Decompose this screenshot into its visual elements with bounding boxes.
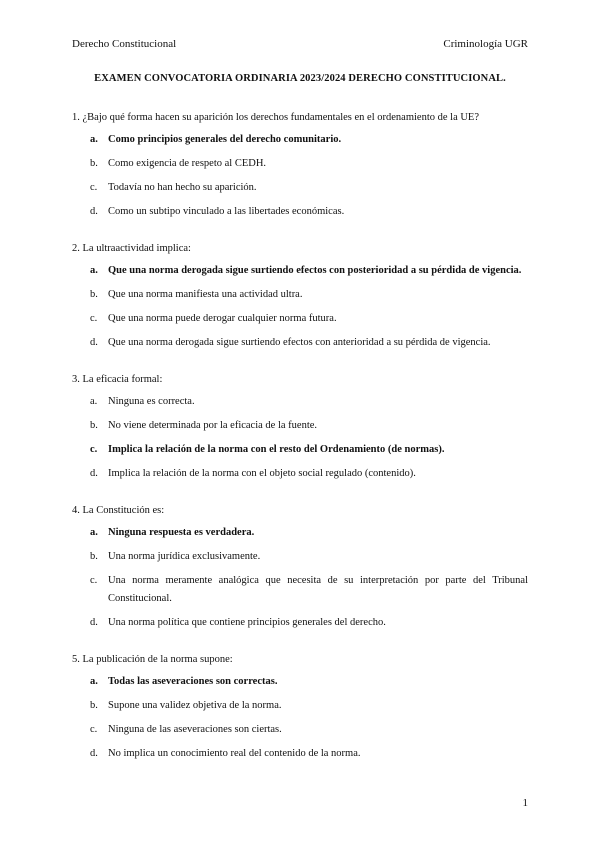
option-letter: c. [90, 724, 98, 735]
answer-option [72, 417, 528, 435]
answer-option-correct [72, 673, 528, 691]
option-letter: b. [90, 420, 98, 431]
option-text: No viene determinada por la eficacia de la fuente. [108, 420, 318, 431]
answer-option [72, 155, 528, 173]
option-letter: d. [90, 617, 98, 628]
answer-option-correct [72, 524, 528, 542]
answer-option [72, 572, 528, 608]
option-text: Ninguna de las aseveraciones son ciertas. [108, 724, 282, 735]
option-letter: a. [90, 134, 98, 145]
option-letter: c. [90, 575, 98, 586]
answer-option [72, 203, 528, 221]
option-text: Ninguna es correcta. [108, 396, 195, 407]
answer-option [72, 697, 528, 715]
answer-option-correct [72, 131, 528, 149]
answer-option [72, 548, 528, 566]
option-text: Una norma jurídica exclusivamente. [108, 551, 261, 562]
header-course: Derecho Constitucional [72, 38, 177, 50]
option-letter: c. [90, 182, 98, 193]
question-list [72, 111, 528, 784]
option-letter: d. [90, 337, 98, 348]
option-letter: b. [90, 289, 98, 300]
option-text: Que una norma puede derogar cualquier norma futura. [108, 313, 337, 324]
option-text: No implica un conocimiento real del contenido de la norma. [108, 748, 361, 759]
option-letter: b. [90, 551, 98, 562]
answer-option [72, 334, 528, 352]
option-letter: c. [90, 444, 98, 455]
header-degree: Criminología UGR [443, 38, 528, 50]
option-text: Implica la relación de la norma con el resto del Ordenamiento (de normas). [108, 444, 445, 455]
answer-option-correct [72, 441, 528, 459]
option-letter: a. [90, 396, 98, 407]
option-letter: a. [90, 265, 98, 276]
option-text: Una norma política que contiene principios generales del derecho. [108, 617, 386, 628]
option-text: Que una norma manifiesta una actividad ultra. [108, 289, 303, 300]
question-text: 2. La ultraactividad implica: [72, 243, 191, 254]
option-text: Que una norma derogada sigue surtiendo efectos con posterioridad a su pérdida de vigencia. [108, 265, 522, 276]
exam-title: EXAMEN CONVOCATORIA ORDINARIA 2023/2024 DERECHO CONSTITUCIONAL. [94, 73, 506, 84]
option-letter: c. [90, 313, 98, 324]
answer-option [72, 614, 528, 632]
option-text: Como principios generales del derecho comunitario. [108, 134, 342, 145]
answer-option [72, 721, 528, 739]
question-4 [72, 504, 528, 632]
answer-option [72, 465, 528, 483]
question-text: 3. La eficacia formal: [72, 374, 163, 385]
question-text: 4. La Constitución es: [72, 505, 165, 516]
option-text: Como un subtipo vinculado a las libertades económicas. [108, 206, 345, 217]
question-1 [72, 111, 528, 221]
question-3 [72, 373, 528, 483]
option-letter: a. [90, 676, 98, 687]
answer-option [72, 393, 528, 411]
option-letter: d. [90, 468, 98, 479]
answer-option [72, 310, 528, 328]
option-text: Todas las aseveraciones son correctas. [108, 676, 278, 687]
answer-option [72, 179, 528, 197]
option-text: Que una norma derogada sigue surtiendo efectos con anterioridad a su pérdida de vigencia. [108, 337, 491, 348]
question-text: 5. La publicación de la norma supone: [72, 654, 233, 665]
option-letter: b. [90, 700, 98, 711]
question-2 [72, 242, 528, 352]
option-letter: d. [90, 206, 98, 217]
option-text: Como exigencia de respeto al CEDH. [108, 158, 267, 169]
option-letter: b. [90, 158, 98, 169]
option-letter: d. [90, 748, 98, 759]
option-text: Implica la relación de la norma con el objeto social regulado (contenido). [108, 468, 416, 479]
question-5 [72, 653, 528, 763]
option-text: Supone una validez objetiva de la norma. [108, 700, 282, 711]
option-text: Ninguna respuesta es verdadera. [108, 527, 255, 538]
answer-option [72, 286, 528, 304]
option-text: Todavía no han hecho su aparición. [108, 182, 257, 193]
answer-option [72, 745, 528, 763]
answer-option-correct [72, 262, 528, 280]
page-number: 1 [522, 797, 528, 809]
option-text: Una norma meramente analógica que necesita de su interpretación por parte del Tribunal Constitucional. [108, 575, 528, 604]
option-letter: a. [90, 527, 98, 538]
question-text: 1. ¿Bajo qué forma hacen su aparición los derechos fundamentales en el ordenamiento de la UE? [72, 112, 480, 123]
